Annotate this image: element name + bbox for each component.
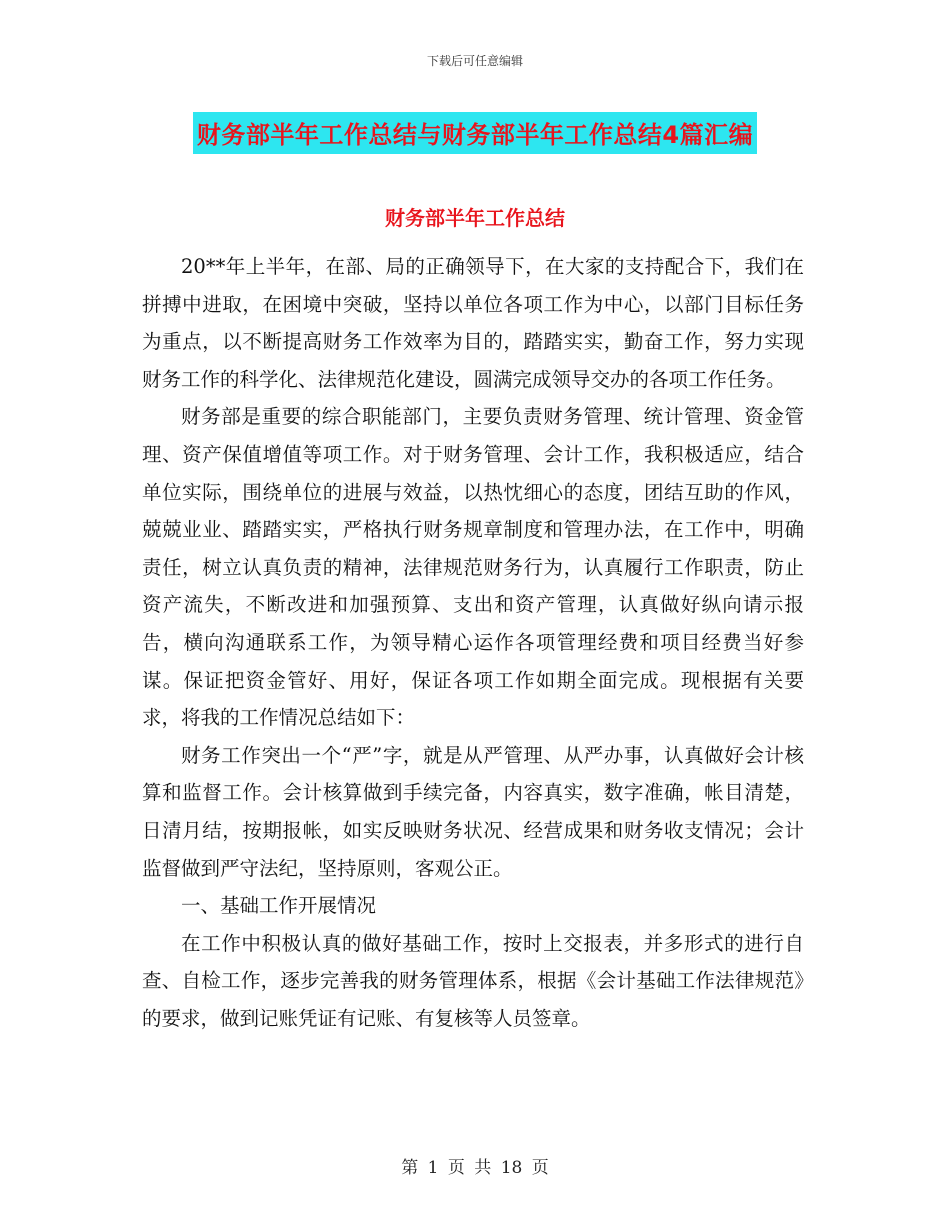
paragraph: 20**年上半年，在部、局的正确领导下，在大家的支持配合下，我们在拼搏中进取，在困境中突破，坚持以单位各项工作为中心，以部门目标任务为重点，以不断提高财务工作效率为目的，踏踏实实，勤奋工作，努力实现财务工作的科学化、法律规范化建设，圆满完成领导交办的各项工作任务。 (142, 255, 804, 391)
document-title-text: 财务部半年工作总结与财务部半年工作总结4篇汇编 (193, 112, 757, 154)
document-title (0, 112, 950, 154)
page-number: 第 1 页 共 18 页 (401, 1158, 549, 1178)
page-header-note: 下载后可任意编辑 (426, 54, 523, 68)
section-title: 财务部半年工作总结 (385, 206, 565, 230)
paragraph: 财务工作突出一个“严”字，就是从严管理、从严办事，认真做好会计核算和监督工作。会计核算做到手续完备，内容真实，数字准确，帐目清楚，日清月结，按期报帐，如实反映财务状况、经营成果和财务收支情况；会计监督做到严守法纪，坚持原则，客观公正。 (142, 743, 804, 880)
paragraph-heading: 一、基础工作开展情况 (181, 894, 377, 918)
paragraph: 财务部是重要的综合职能部门，主要负责财务管理、统计管理、资金管理、资产保值增值等项工作。对于财务管理、会计工作，我积极适应，结合单位实际，围绕单位的进展与效益，以热忱细心的态度，团结互助的作风，兢兢业业、踏踏实实，严格执行财务规章制度和管理办法，在工作中，明确责任，树立认真负责的精神，法律规范财务行为，认真履行工作职责，防止资产流失，不断改进和加强预算、支出和资产管理，认真做好纵向请示报告，横向沟通联系工作，为领导精心运作各项管理经费和项目经费当好参谋。保证把资金管好、用好，保证各项工作如期全面完成。现根据有关要求，将我的工作情况总结如下： (142, 405, 804, 730)
document-body (142, 248, 804, 1037)
paragraph: 在工作中积极认真的做好基础工作，按时上交报表，并多形式的进行自查、自检工作，逐步完善我的财务管理体系，根据《会计基础工作法律规范》的要求，做到记账凭证有记账、有复核等人员签章。 (142, 931, 804, 1030)
